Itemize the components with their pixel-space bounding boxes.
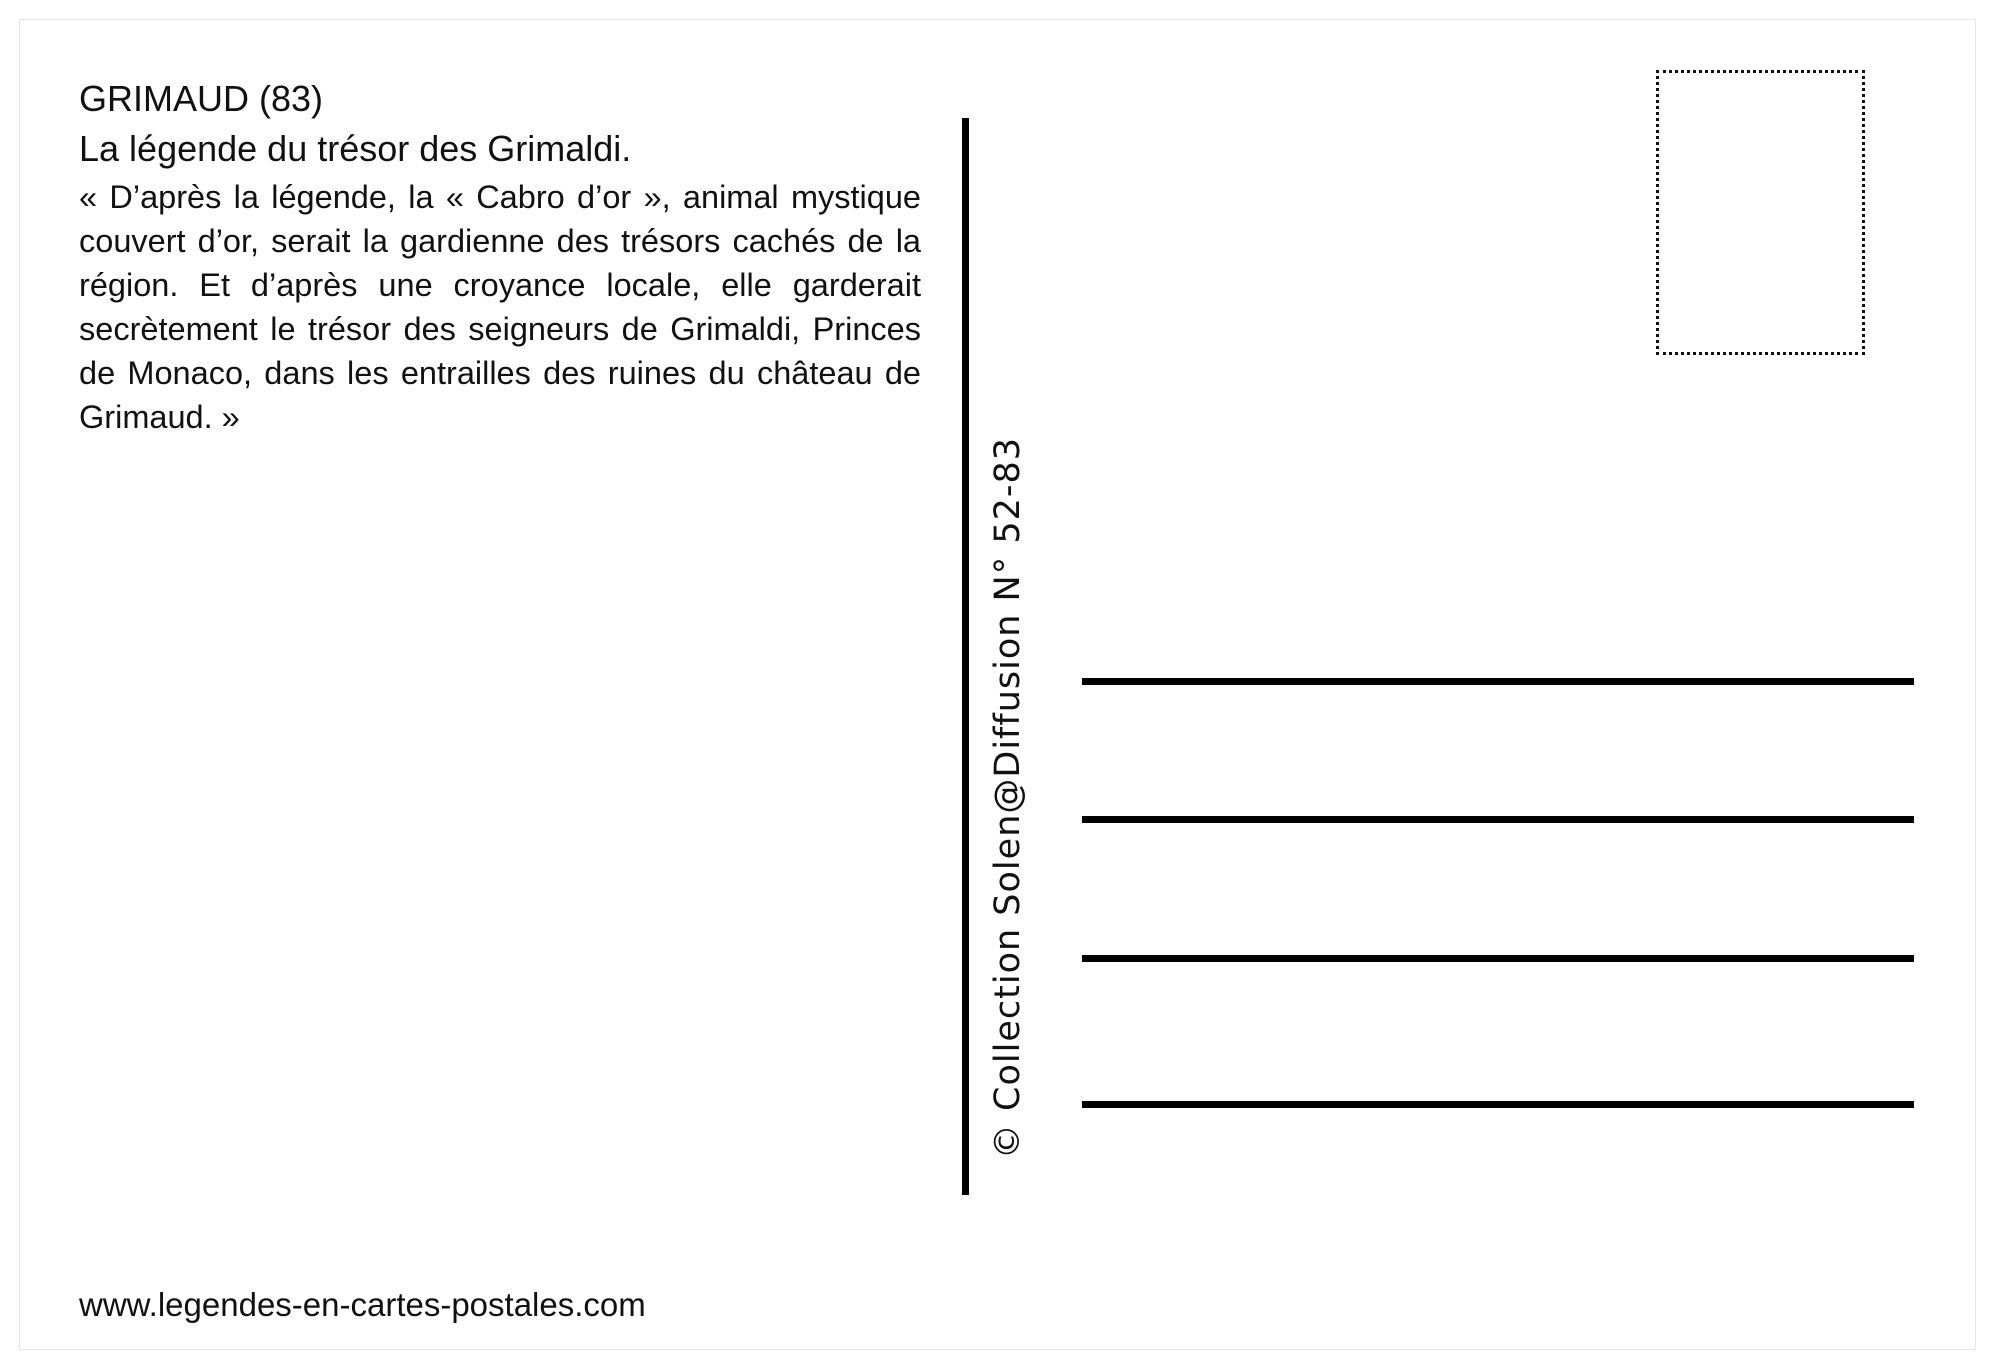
legend-text: « D’après la légende, la « Cabro d’or », animal mystique couvert d’or, serait la gardienne des trésors cachés de la région. Et d’après une croyance locale, elle garderait secrètement le trésor des seigneurs de Grimaldi, Princes de Monaco, dans les entrailles des ruines du château de Grimaud. »	[79, 179, 921, 435]
address-line-3	[1082, 955, 1914, 962]
address-line-2	[1082, 816, 1914, 823]
copyright-container	[977, 430, 1039, 1165]
postcard-title: GRIMAUD (83)	[79, 78, 324, 119]
website-link[interactable]: www.legendes-en-cartes-postales.com	[79, 1286, 646, 1323]
postcard-subtitle: La légende du trésor des Grimaldi.	[79, 128, 632, 169]
address-line-1	[1082, 678, 1914, 685]
stamp-placeholder	[1656, 70, 1865, 355]
address-line-4	[1082, 1101, 1914, 1108]
vertical-divider	[962, 118, 969, 1195]
copyright-text: © Collection Solen@Diffusion N° 52-83	[988, 436, 1028, 1159]
